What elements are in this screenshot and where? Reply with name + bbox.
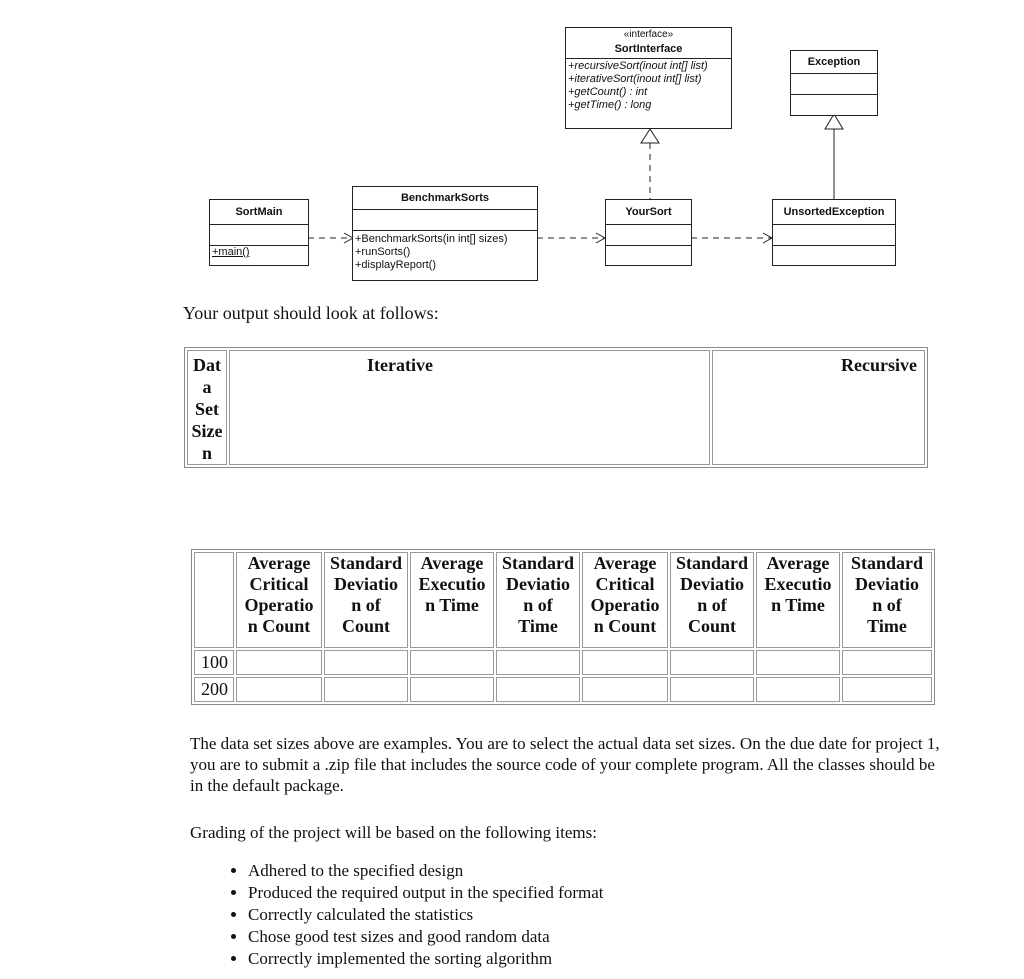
grading-intro: Grading of the project will be based on the following items:: [190, 823, 597, 842]
header-line: Standard: [329, 553, 403, 573]
header-line: Average: [766, 553, 830, 573]
header-line: Operatio: [590, 595, 660, 615]
header-line: Critical: [595, 574, 655, 594]
header-line: Time: [867, 616, 907, 636]
header-line: Deviatio: [506, 574, 570, 594]
operation: +recursiveSort(inout int[] list): [568, 60, 708, 72]
class-operations: [606, 245, 691, 265]
list-item: • Adhered to the specified design: [248, 860, 848, 882]
class-name: Exception: [807, 56, 861, 68]
class-operations: [353, 230, 537, 272]
list-item: • Produced the required output in the specified format: [248, 882, 848, 904]
header-line: Executio: [764, 574, 832, 594]
interface-stereotype: «interface»: [623, 29, 674, 40]
uml-class-unsortedexception: [772, 199, 896, 266]
size-column-header: [194, 552, 234, 648]
row-size-cell: 200: [194, 677, 234, 702]
uml-class-yoursort: [605, 199, 692, 266]
header-rec-std-time: [842, 552, 932, 648]
uml-class-exception: [790, 50, 878, 116]
table-cell: [756, 650, 840, 675]
class-operations: [773, 245, 895, 265]
header-rec-avg-time: [756, 552, 840, 648]
uml-class-sortinterface: [565, 27, 732, 129]
header-line: Average: [247, 553, 311, 573]
list-item: • Correctly calculated the statistics: [248, 904, 848, 926]
class-attributes: [353, 209, 537, 230]
header-rec-std-count: [670, 552, 754, 648]
table-cell: [842, 677, 932, 702]
list-item: • Correctly implemented the sorting algorithm: [248, 948, 848, 970]
table-cell: [410, 650, 494, 675]
interface-name: SortInterface: [614, 43, 683, 55]
operation: +main(): [212, 246, 250, 258]
table-cell: [670, 677, 754, 702]
header-line: Size: [191, 421, 223, 441]
recursive-header: [712, 350, 925, 465]
header-line: n Time: [425, 595, 479, 615]
table-cell: [582, 677, 668, 702]
data-set-size-header: [187, 350, 227, 465]
output-intro: Your output should look at follows:: [183, 303, 439, 323]
class-attributes: [773, 224, 895, 245]
header-line: n of: [697, 595, 727, 615]
header-line: n Time: [771, 595, 825, 615]
class-name: SortMain: [235, 206, 283, 218]
header-line: Operatio: [244, 595, 314, 615]
statistics-table: [191, 549, 935, 705]
iterative-header: [229, 350, 710, 465]
header-line: Standard: [501, 553, 575, 573]
uml-class-benchmarksorts: [352, 186, 538, 281]
header-line: Set: [195, 399, 219, 419]
header-line: Critical: [249, 574, 309, 594]
table-row: [194, 677, 932, 702]
output-header-table: [184, 347, 928, 468]
table-cell: [236, 650, 322, 675]
class-operations: [210, 245, 308, 259]
header-line: Deviatio: [855, 574, 919, 594]
header-line: a: [202, 377, 212, 397]
class-attributes: [791, 73, 877, 94]
header-iter-avg-time: [410, 552, 494, 648]
operation: +runSorts(): [355, 246, 411, 258]
operation: +BenchmarkSorts(in int[] sizes): [355, 233, 508, 245]
table-row: [194, 650, 932, 675]
header-iter-std-time: [496, 552, 580, 648]
table-cell: [756, 677, 840, 702]
class-name: BenchmarkSorts: [400, 192, 490, 204]
header-line: n of: [523, 595, 553, 615]
table-cell: [496, 677, 580, 702]
header-line: Standard: [675, 553, 749, 573]
interface-operations: [566, 58, 731, 112]
realization-arrowhead: [641, 129, 659, 143]
header-line: n of: [351, 595, 381, 615]
class-name: UnsortedException: [783, 206, 885, 218]
header-line: n: [201, 443, 212, 463]
grading-list: [214, 860, 848, 970]
row-size-cell: 100: [194, 650, 234, 675]
operation: +iterativeSort(inout int[] list): [568, 73, 702, 85]
class-operations: [791, 94, 877, 115]
operation: +displayReport(): [355, 259, 437, 271]
operation: +getTime() : long: [568, 99, 652, 111]
class-attributes: [606, 224, 691, 245]
header-iter-avg-count: [236, 552, 322, 648]
table-cell: [670, 650, 754, 675]
class-attributes: [210, 224, 308, 245]
table-cell: [324, 677, 408, 702]
generalization-arrowhead: [825, 114, 843, 129]
header-iter-std-count: [324, 552, 408, 648]
uml-class-sortmain: [209, 199, 309, 266]
operation: +getCount() : int: [568, 86, 648, 98]
header-line: n Count: [593, 616, 657, 636]
list-item: • Chose good test sizes and good random data: [248, 926, 848, 948]
table-cell: [324, 650, 408, 675]
header-line: n of: [872, 595, 902, 615]
header-line: Standard: [850, 553, 924, 573]
header-line: Deviatio: [680, 574, 744, 594]
table-cell: [842, 650, 932, 675]
header-line: n Count: [247, 616, 311, 636]
table-cell: [582, 650, 668, 675]
header-line: Count: [687, 616, 736, 636]
header-line: Deviatio: [334, 574, 398, 594]
header-line: Time: [518, 616, 558, 636]
header-line: Average: [420, 553, 484, 573]
instructions-paragraph: The data set sizes above are examples. You are to select the actual data set sizes. On the due date for project 1, you are to submit a .zip file that includes the source code of your complete program. All the classes should be in the default package.: [190, 734, 940, 795]
table-cell: [236, 677, 322, 702]
header-line: Executio: [418, 574, 486, 594]
class-name: YourSort: [625, 206, 672, 218]
header-line: Dat: [193, 355, 221, 375]
recursive-label: Recursive: [841, 355, 917, 375]
table-cell: [410, 677, 494, 702]
iterative-label: Iterative: [367, 355, 433, 375]
header-line: Count: [341, 616, 390, 636]
table-cell: [496, 650, 580, 675]
header-line: Average: [593, 553, 657, 573]
header-rec-avg-count: [582, 552, 668, 648]
